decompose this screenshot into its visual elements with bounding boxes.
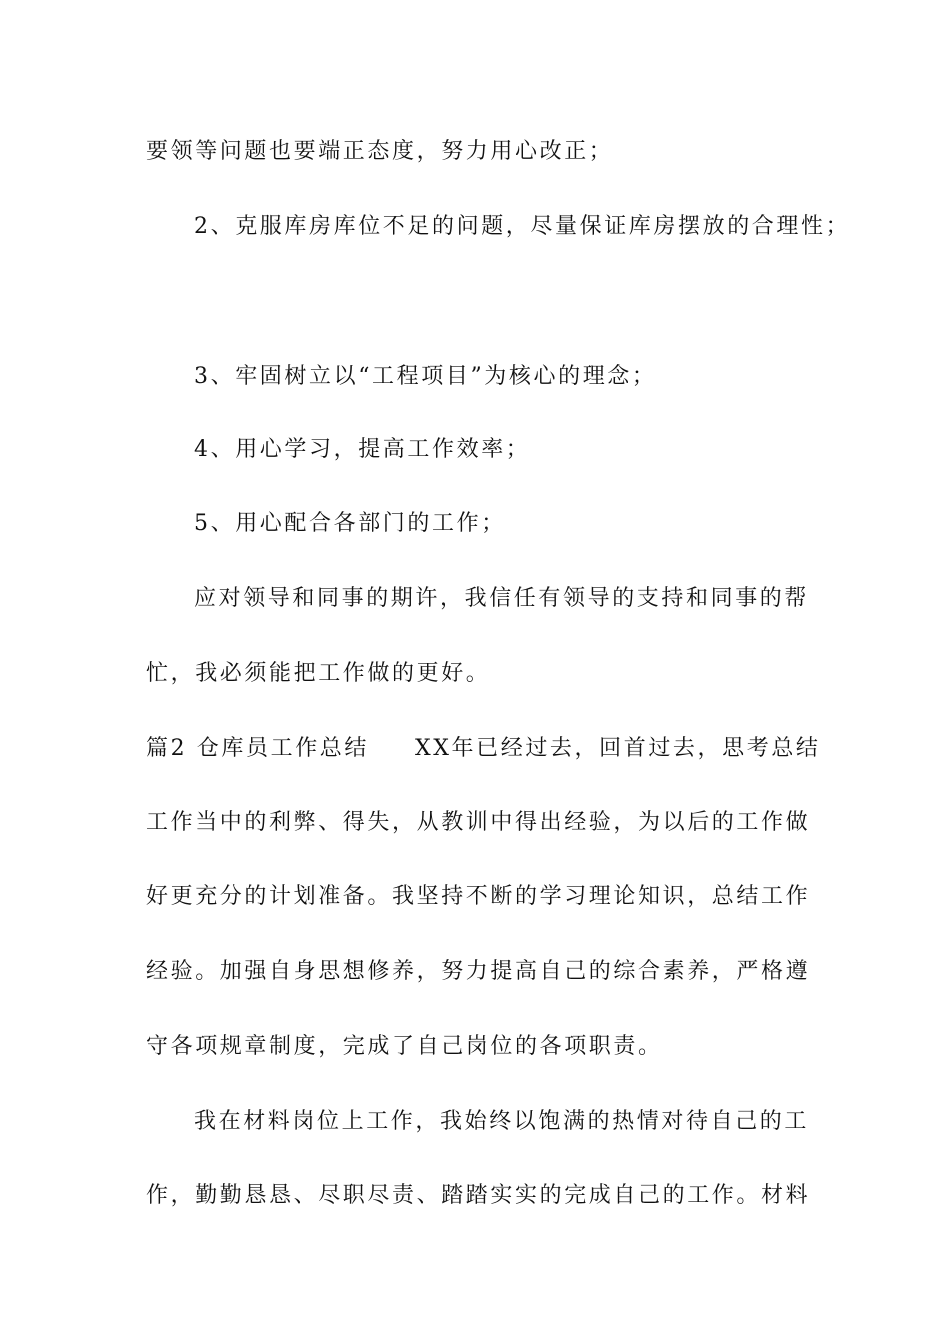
list-item-4: 4、用心学习，提高工作效率；: [194, 437, 531, 462]
section-heading: 篇2 仓库员工作总结: [146, 736, 369, 761]
paragraph-start: XX年已经过去，回首过去，思考总结: [415, 736, 821, 761]
paragraph-line: 忙，我必须能把工作做的更好。: [146, 661, 491, 686]
section-heading-line: [146, 734, 821, 764]
text-line-1: 要领等问题也要端正态度，努力用心改正；: [146, 139, 614, 164]
paragraph-line: 好更充分的计划准备。我坚持不断的学习理论知识，总结工作: [146, 884, 811, 909]
paragraph-line: 我在材料岗位上工作，我始终以饱满的热情对待自己的工: [194, 1109, 810, 1134]
paragraph-line: 守各项规章制度，完成了自己岗位的各项职责。: [146, 1034, 663, 1059]
list-item-2: 2、克服库房库位不足的问题，尽量保证库房摆放的合理性；: [194, 214, 851, 239]
paragraph-line: 工作当中的利弊、得失，从教训中得出经验，为以后的工作做: [146, 810, 811, 835]
paragraph-line: 作，勤勤恳恳、尽职尽责、踏踏实实的完成自己的工作。材料: [146, 1183, 811, 1208]
list-item-5: 5、用心配合各部门的工作；: [194, 511, 506, 536]
list-item-3: 3、牢固树立以“工程项目”为核心的理念；: [194, 364, 657, 389]
paragraph-line: 经验。加强自身思想修养，努力提高自己的综合素养，严格遵: [146, 959, 811, 984]
paragraph-line: 应对领导和同事的期许，我信任有领导的支持和同事的帮: [194, 586, 810, 611]
